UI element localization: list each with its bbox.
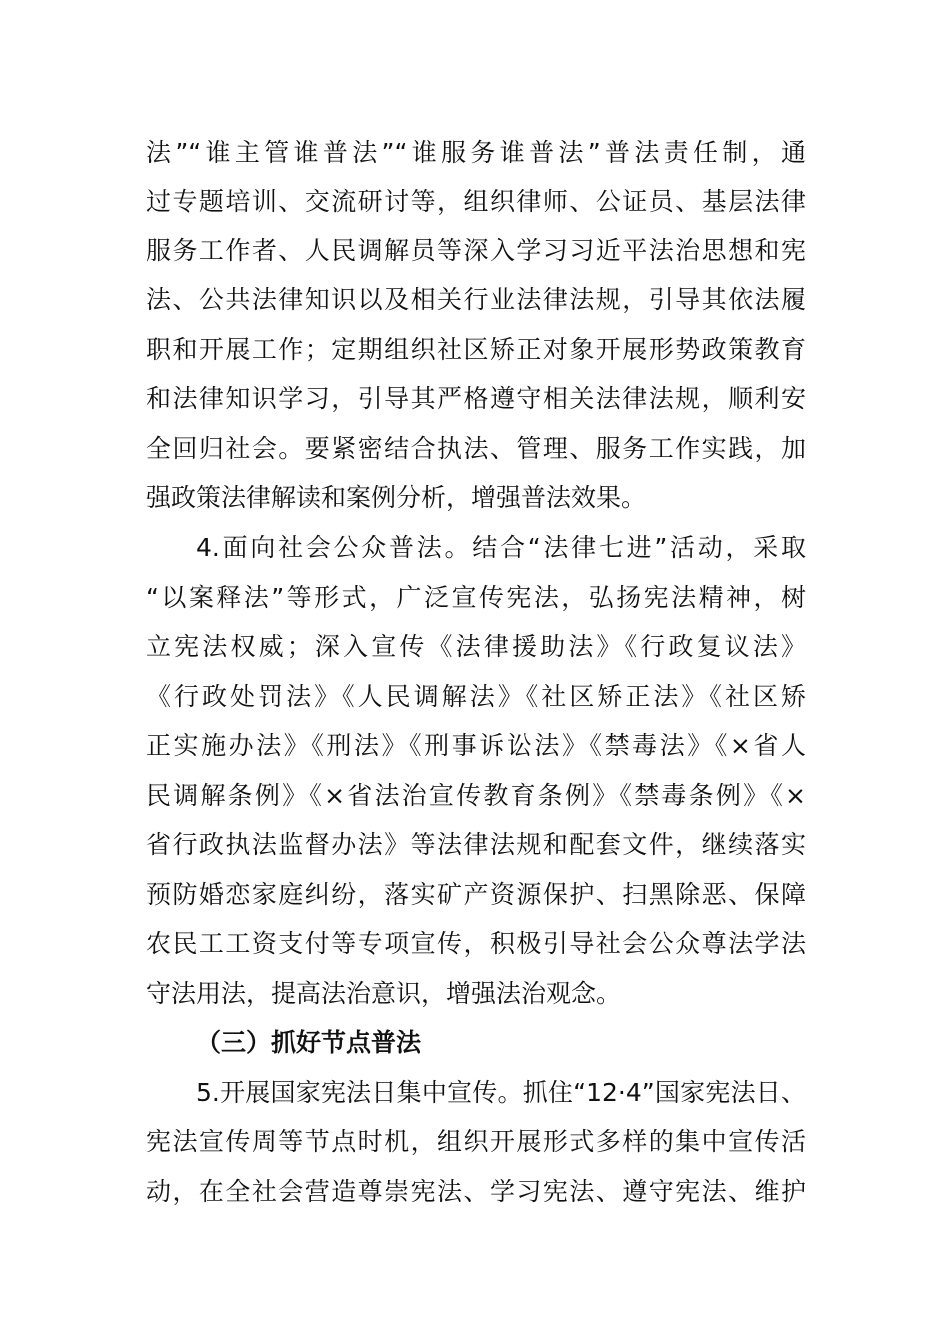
paragraph-line: 法”“谁主管谁普法”“谁服务谁普法”普法责任制，通: [146, 138, 806, 167]
paragraph-line: 法、公共法律知识以及相关行业法律法规，引导其依法履: [146, 285, 806, 314]
paragraph-line: 过专题培训、交流研讨等，组织律师、公证员、基层法律: [146, 187, 806, 216]
paragraph-line: 《行政处罚法》《人民调解法》《社区矫正法》《社区矫: [146, 682, 806, 711]
paragraph-line: 全回归社会。要紧密结合执法、管理、服务工作实践，加: [146, 434, 806, 463]
paragraph-line: 正实施办法》《刑法》《刑事诉讼法》《禁毒法》《×省人: [146, 731, 806, 760]
paragraph-line: 职和开展工作；定期组织社区矫正对象开展形势政策教育: [146, 335, 806, 364]
paragraph-line: 预防婚恋家庭纠纷，落实矿产资源保护、扫黑除恶、保障: [146, 880, 806, 909]
section-heading: （三）抓好节点普法: [196, 1028, 422, 1057]
paragraph-line: 强政策法律解读和案例分析，增强普法效果。: [146, 483, 647, 512]
paragraph-line: “以案释法”等形式，广泛宣传宪法，弘扬宪法精神，树: [146, 583, 806, 612]
paragraph-line: 立宪法权威；深入宣传《法律援助法》《行政复议法》: [146, 632, 806, 661]
paragraph-line: 5.开展国家宪法日集中宣传。抓住“12·4”国家宪法日、: [196, 1078, 806, 1107]
paragraph-line: 农民工工资支付等专项宣传，积极引导社会公众尊法学法: [146, 929, 806, 958]
paragraph-line: 宪法宣传周等节点时机，组织开展形式多样的集中宣传活: [146, 1127, 806, 1156]
paragraph-line: 4.面向社会公众普法。结合“法律七进”活动，采取: [196, 533, 806, 562]
paragraph-line: 服务工作者、人民调解员等深入学习习近平法治思想和宪: [146, 236, 806, 265]
paragraph-line: 守法用法，提高法治意识，增强法治观念。: [146, 979, 622, 1008]
paragraph-line: 动，在全社会营造尊崇宪法、学习宪法、遵守宪法、维护: [146, 1177, 806, 1206]
paragraph-line: 民调解条例》《×省法治宣传教育条例》《禁毒条例》《×: [146, 781, 806, 810]
paragraph-line: 和法律知识学习，引导其严格遵守相关法律法规，顺利安: [146, 384, 806, 413]
paragraph-line: 省行政执法监督办法》等法律法规和配套文件，继续落实: [146, 830, 806, 859]
